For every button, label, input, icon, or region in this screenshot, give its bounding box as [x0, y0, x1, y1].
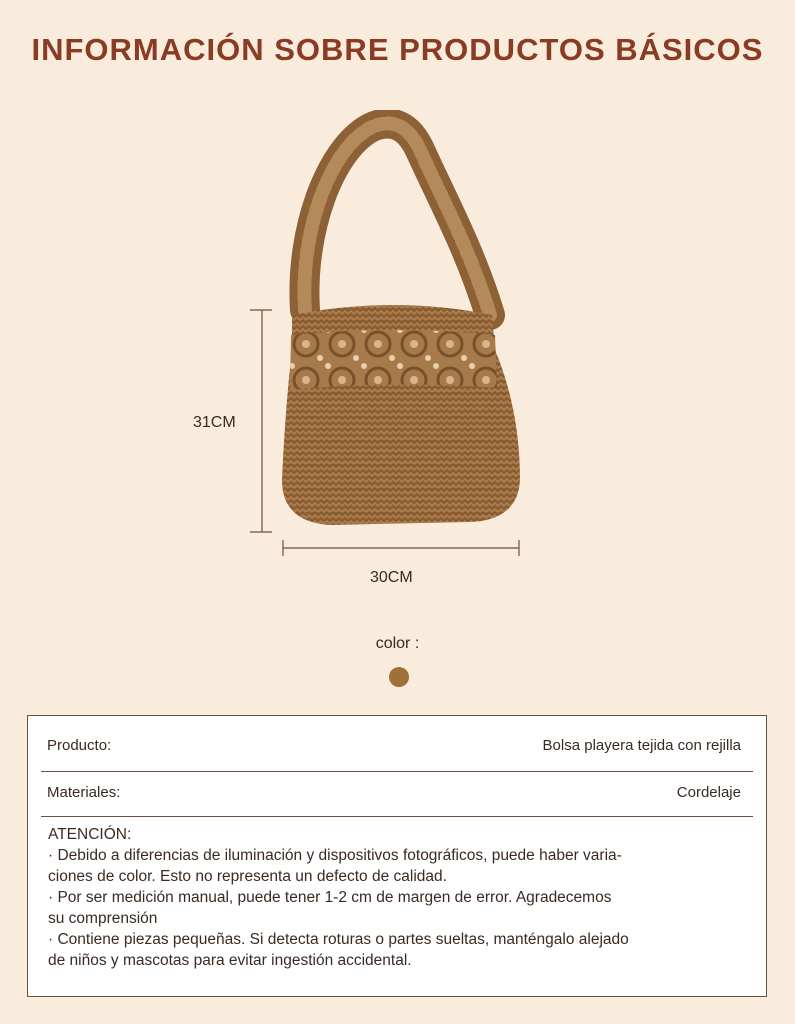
divider	[41, 816, 753, 817]
width-label: 30CM	[370, 569, 413, 586]
bag-lace-band	[290, 330, 497, 390]
attention-line: · Debido a diferencias de iluminación y dispositivos fotográficos, puede haber varia-	[48, 847, 622, 864]
product-value: Bolsa playera tejida con rejilla	[542, 737, 741, 754]
materials-value: Cordelaje	[676, 784, 741, 801]
attention-notes	[48, 824, 746, 971]
materials-key: Materiales:	[47, 784, 121, 801]
color-swatch[interactable]	[389, 667, 409, 687]
product-info-table	[27, 715, 767, 997]
attention-line: · Por ser medición manual, puede tener 1-2 cm de margen de error. Agradecemos	[48, 889, 612, 906]
page-title: INFORMACIÓN SOBRE PRODUCTOS BÁSICOS	[31, 32, 764, 67]
attention-heading: ATENCIÓN:	[48, 826, 132, 843]
attention-line: ciones de color. Esto no representa un defecto de calidad.	[48, 868, 447, 885]
width-dimension	[283, 540, 519, 556]
product-key: Producto:	[47, 737, 112, 754]
height-label: 31CM	[193, 414, 236, 431]
product-figure	[0, 110, 795, 590]
attention-line: · Contiene piezas pequeñas. Si detecta roturas o partes sueltas, manténgalo alejado	[48, 931, 629, 948]
height-dimension	[250, 310, 272, 532]
attention-line: su comprensión	[48, 910, 158, 927]
bag-illustration	[0, 110, 795, 590]
divider	[41, 771, 753, 772]
attention-line: de niños y mascotas para evitar ingestión accidental.	[48, 952, 412, 969]
bag-strap	[304, 123, 490, 315]
color-label: color :	[375, 635, 420, 652]
